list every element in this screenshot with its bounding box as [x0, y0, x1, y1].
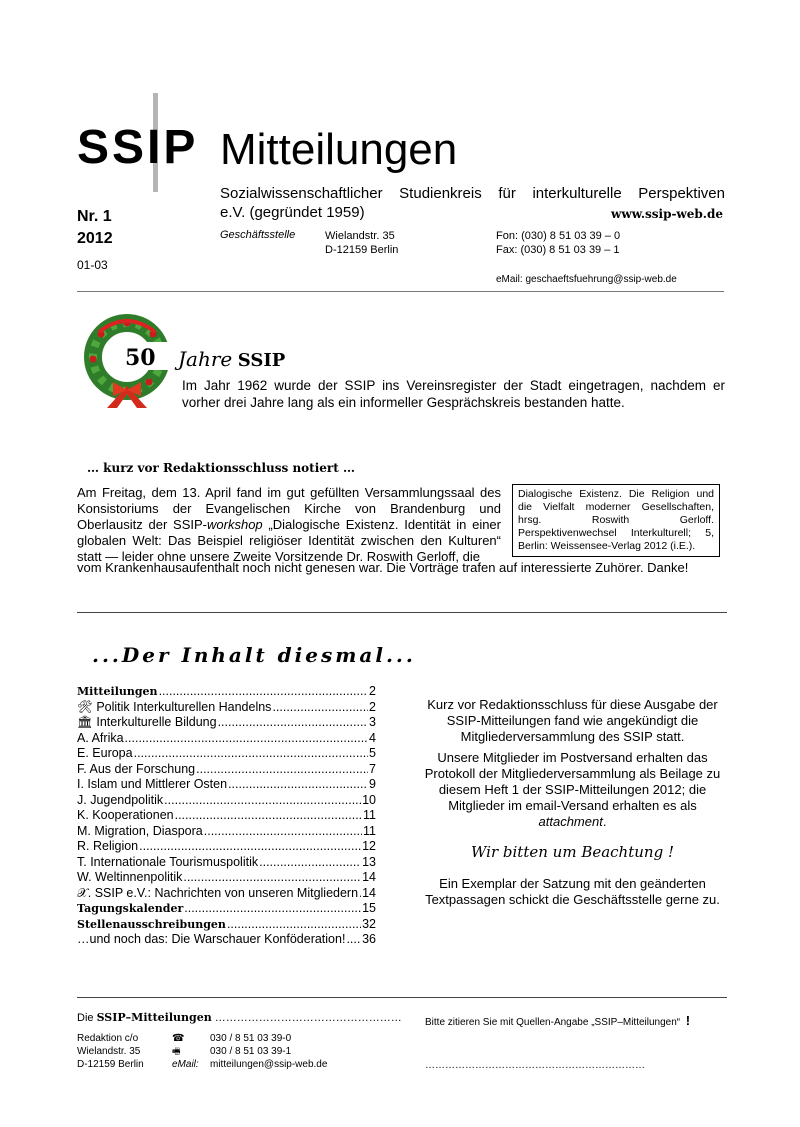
toc-entry-label: K. Kooperationen — [77, 808, 174, 822]
notice-p2-end: . — [602, 814, 607, 829]
office-street: Wielandstr. 35 — [325, 230, 395, 242]
toc-entry-label: R. Religion — [77, 839, 139, 853]
toc-leader-dots — [204, 824, 362, 838]
toc-leader-dots — [134, 746, 368, 760]
toc-entry[interactable] — [77, 746, 376, 762]
office-address — [325, 229, 398, 257]
toc-leader-dots — [159, 684, 368, 698]
toc-entry-label: I. Islam und Mittlerer Osten — [77, 777, 228, 791]
toc-entry-page: 15 — [362, 901, 376, 915]
office-fax: Fax: (030) 8 51 03 39 – 1 — [496, 244, 620, 256]
toc-entry-page: 14 — [362, 870, 376, 884]
anniversary-heading-bold: SSIP — [237, 350, 286, 371]
footer-rule — [77, 997, 727, 998]
toc-entry[interactable] — [77, 839, 376, 855]
anniversary-text: Im Jahr 1962 wurde der SSIP ins Vereinsregister der Stadt eingetragen, nachdem er vorher drei Jahre lang als ein informeller Gesprächskreis bestanden hatte. — [182, 378, 725, 410]
toc-leader-dots — [346, 932, 361, 946]
table-of-contents — [77, 684, 376, 948]
toc-entry[interactable] — [77, 870, 376, 886]
news-text-workshop: workshop — [207, 517, 263, 532]
news-text-b: „Dialogische Existenz. Identität in einer globalen Welt: Das Beispiel religiöser Identität zwischen den Kulturen“ statt — leider ohne unsere Zweite Vorsitzende Dr. Roswith Gerloff, die — [77, 517, 501, 564]
masthead-rule — [77, 291, 724, 292]
citation-note — [425, 1013, 690, 1028]
editorial-address — [77, 1032, 144, 1071]
footer-title-dots: …………………………………………… — [211, 1012, 402, 1024]
news-text-a: Am Freitag, dem 13. April fand im gut gefüllten Versammlungssaal des Konsistoriums der Evangelischen Kirche von Brandenburg und Oberlausitz der SSIP- — [77, 485, 501, 532]
toc-entry-page: 14 — [362, 885, 376, 900]
toc-entry-label: …und noch das: Die Warschauer Konföderation! — [77, 932, 346, 946]
toc-entry[interactable] — [77, 700, 376, 716]
toc-entry[interactable] — [77, 824, 376, 840]
citation-mark: ! — [685, 1013, 691, 1028]
toc-entry-page: 3 — [369, 715, 376, 729]
issue-months: 01-03 — [77, 258, 108, 272]
toc-entry-page: 12 — [362, 839, 376, 853]
toc-entry-label: 🏛 Interkulturelle Bildung — [77, 715, 217, 729]
anniversary-number: 50 — [125, 345, 156, 371]
toc-entry-label: W. Weltinnenpolitik — [77, 870, 183, 884]
section-rule — [77, 612, 727, 613]
email-label: eMail: — [172, 1059, 199, 1070]
issue-year: 2012 — [77, 230, 113, 247]
issue-number: Nr. 1 — [77, 208, 112, 225]
news-heading: … kurz vor Redaktionsschluss notiert … — [87, 461, 355, 475]
toc-entry[interactable] — [77, 777, 376, 793]
wreath-icon — [77, 312, 177, 410]
toc-entry-label: A. Afrika — [77, 730, 124, 745]
toc-entry-page: 32 — [362, 916, 376, 931]
anniversary-heading — [178, 347, 285, 372]
toc-leader-dots — [175, 808, 362, 822]
toc-leader-dots — [228, 777, 368, 791]
toc-leader-dots — [183, 870, 361, 884]
news-paragraph-end: vom Krankenhausaufenthalt noch nicht genesen war. Die Vorträge trafen auf interessierte Zuhörer. Danke! — [77, 560, 689, 575]
toc-leader-dots — [125, 731, 369, 745]
toc-entry-label: 𝒳. SSIP e.V.: Nachrichten von unseren Mitgliedern — [77, 885, 359, 900]
meeting-notice — [420, 697, 725, 913]
toc-leader-dots — [218, 715, 368, 729]
website-link[interactable]: www.ssip-web.de — [611, 207, 723, 221]
toc-entry-page: 9 — [369, 777, 376, 791]
toc-entry[interactable] — [77, 917, 376, 933]
notice-p2-text: Unsere Mitglieder im Postversand erhalten das Protokoll der Mitgliederversammlung als Beilage zu diesem Heft 1 der SSIP-Mitteilungen 2012; die Mitglieder im email-Versand erhalten es als — [424, 750, 721, 813]
notice-attachment-word: attachment — [538, 814, 603, 829]
office-contact — [496, 229, 620, 257]
brand-logo: SSIP — [77, 121, 199, 174]
toc-entry-page: 4 — [369, 730, 376, 745]
toc-entry[interactable] — [77, 808, 376, 824]
notice-paragraph-3: Ein Exemplar der Satzung mit den geänderten Textpassagen schickt die Geschäftsstelle gerne zu. — [425, 876, 720, 907]
toc-entry-label: 🛠 Politik Interkulturellen Handelns — [77, 699, 272, 714]
toc-entry-label: M. Migration, Diaspora — [77, 823, 203, 838]
toc-entry-page: 2 — [369, 684, 376, 698]
fax-icon: 🖷 — [172, 1046, 181, 1056]
anniversary-heading-script: Jahre — [178, 347, 233, 371]
toc-entry-label: Mitteilungen — [77, 685, 158, 698]
toc-entry-page: 36 — [362, 932, 376, 946]
toc-entry[interactable] — [77, 684, 376, 700]
editorial-phone: 030 / 8 51 03 39-0 — [210, 1033, 292, 1044]
publisher-name-line2: e.V. (gegründet 1959) — [220, 204, 365, 221]
notice-paragraph-2 — [420, 750, 725, 830]
toc-entry-label: F. Aus der Forschung — [77, 761, 196, 776]
toc-entry[interactable] — [77, 793, 376, 809]
office-email[interactable]: eMail: geschaeftsfuehrung@ssip-web.de — [496, 274, 677, 285]
toc-leader-dots — [164, 793, 361, 807]
toc-entry[interactable] — [77, 901, 376, 917]
notice-paragraph-1: Kurz vor Redaktionsschluss für diese Ausgabe der SSIP-Mitteilungen fand wie angekündigt die Mitgliederversammlung des SSIP statt. — [427, 697, 718, 744]
toc-leader-dots — [139, 839, 361, 853]
signature-line: ………………………………………………………… — [425, 1060, 645, 1071]
toc-entry-page: 5 — [369, 746, 376, 760]
office-city: D-12159 Berlin — [325, 244, 399, 256]
toc-entry[interactable] — [77, 932, 376, 948]
toc-leader-dots — [272, 700, 368, 714]
toc-entry[interactable] — [77, 715, 376, 731]
office-label: Geschäftsstelle — [220, 229, 296, 241]
news-paragraph — [77, 485, 501, 565]
notice-attention: Wir bitten um Beachtung ! — [471, 843, 674, 861]
toc-entry[interactable] — [77, 855, 376, 871]
toc-entry-page: 11 — [363, 808, 376, 822]
book-reference-box: Dialogische Existenz. Die Religion und die Vielfalt moderner Gesellschaften, hrsg. Roswith Gerloff. Perspektivenwechsel Interkulturell; 5, Berlin: Weissensee-Verlag 2012 (i.E.). — [512, 484, 720, 557]
toc-entry-label: Stellenausschreibungen — [77, 917, 226, 931]
editorial-address-line1: Redaktion c/o — [77, 1033, 139, 1044]
toc-entry-page: 2 — [369, 699, 376, 714]
editorial-address-line3: D-12159 Berlin — [77, 1059, 144, 1070]
footer-title-name: SSIP–Mitteilungen — [96, 1011, 212, 1024]
contact-icons — [172, 1032, 199, 1071]
footer-title-prefix: Die — [77, 1012, 94, 1024]
office-phone: Fon: (030) 8 51 03 39 – 0 — [496, 230, 621, 242]
editorial-contact — [210, 1032, 327, 1071]
toc-leader-dots — [196, 762, 368, 776]
toc-leader-dots — [259, 855, 361, 869]
toc-entry[interactable] — [77, 886, 376, 902]
publication-title: Mitteilungen — [220, 125, 458, 174]
toc-entry[interactable] — [77, 731, 376, 747]
toc-leader-dots — [359, 886, 361, 900]
citation-text: Bitte zitieren Sie mit Quellen-Angabe „SSIP–Mitteilungen“ — [425, 1017, 681, 1028]
toc-entry[interactable] — [77, 762, 376, 778]
toc-leader-dots — [227, 917, 361, 931]
editorial-address-line2: Wielandstr. 35 — [77, 1046, 141, 1057]
toc-entry-page: 7 — [369, 761, 376, 776]
publisher-name-line1: Sozialwissenschaftlicher Studienkreis für interkulturelle Perspektiven — [220, 185, 725, 202]
editorial-email[interactable]: mitteilungen@ssip-web.de — [210, 1059, 328, 1070]
toc-entry-label: J. Jugendpolitik — [77, 792, 164, 807]
toc-entry-label: E. Europa — [77, 746, 133, 760]
footer-title — [77, 1011, 402, 1024]
toc-leader-dots — [184, 901, 361, 915]
contents-heading: ...Der Inhalt diesmal... — [92, 643, 416, 667]
toc-entry-page: 11 — [363, 823, 376, 838]
toc-entry-page: 10 — [362, 792, 376, 807]
editorial-fax: 030 / 8 51 03 39-1 — [210, 1046, 292, 1057]
toc-entry-label: T. Internationale Tourismuspolitik — [77, 854, 259, 869]
toc-entry-page: 13 — [362, 854, 376, 869]
toc-entry-label: Tagungskalender — [77, 902, 184, 915]
phone-icon: ☎ — [172, 1033, 185, 1044]
